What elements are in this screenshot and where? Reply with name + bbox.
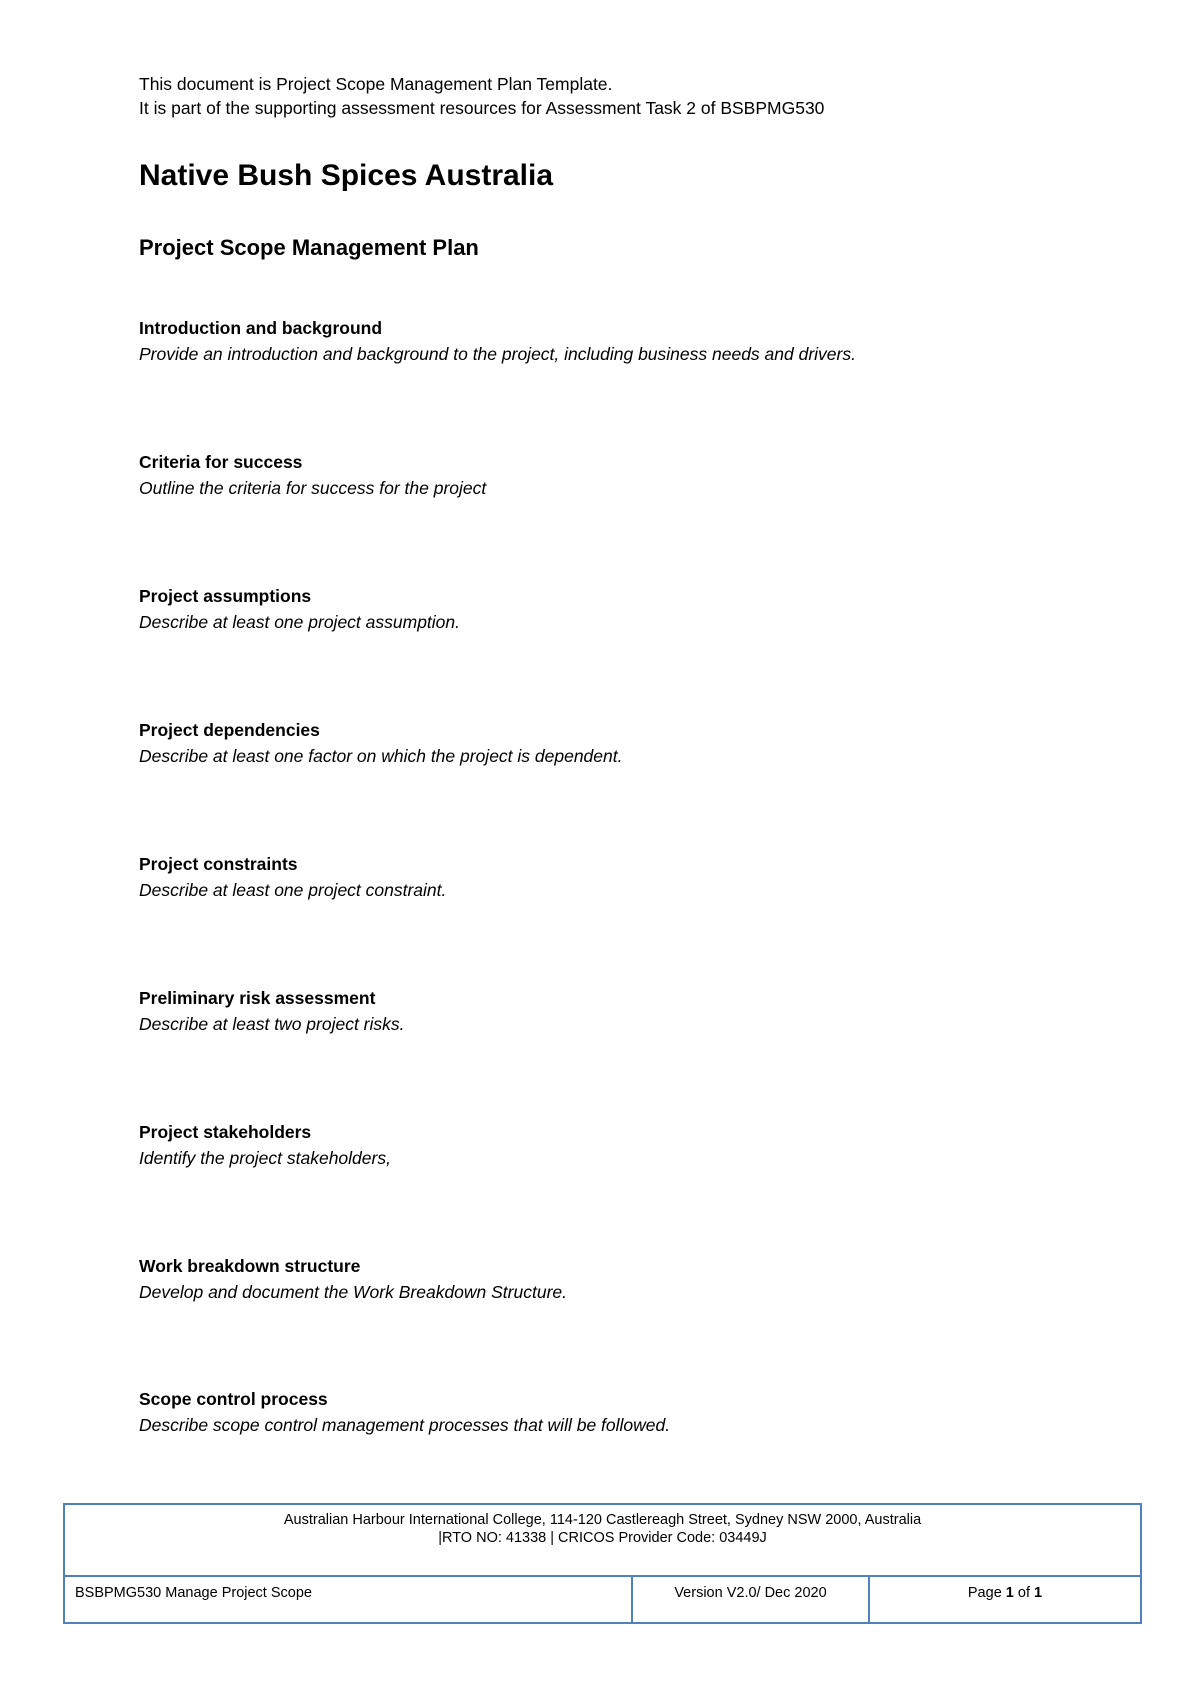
section-heading: Preliminary risk assessment [139,988,376,1008]
section-dependencies [139,717,1139,769]
intro-text [139,72,824,120]
intro-line-2: It is part of the supporting assessment resources for Assessment Task 2 of BSBPMG530 [139,98,825,118]
section-body: Describe at least one project constraint. [139,880,447,900]
section-wbs [139,1253,1139,1305]
section-body: Outline the criteria for success for the project [139,478,487,498]
section-assumptions [139,583,1139,635]
section-body: Describe scope control management processes that will be followed. [139,1415,671,1435]
section-heading: Criteria for success [139,452,303,472]
section-heading: Scope control process [139,1389,328,1409]
section-heading: Project stakeholders [139,1122,312,1142]
footer-address-line-2: |RTO NO: 41338 | CRICOS Provider Code: 03449J [438,1530,767,1546]
intro-line-1: This document is Project Scope Management Plan Template. [139,74,613,94]
document-title: Project Scope Management Plan [139,235,479,260]
section-heading: Introduction and background [139,318,383,338]
page-current: 1 [1005,1585,1014,1601]
footer-version: Version V2.0/ Dec 2020 [632,1576,869,1623]
section-heading: Project dependencies [139,720,320,740]
section-heading: Work breakdown structure [139,1256,361,1276]
section-body: Provide an introduction and background to the project, including business needs and drivers. [139,344,856,364]
footer-page-number [869,1576,1141,1623]
page-prefix: Page [967,1585,1006,1601]
section-stakeholders [139,1119,1139,1171]
footer-unit-name: BSBPMG530 Manage Project Scope [64,1576,632,1623]
section-heading: Project assumptions [139,586,312,606]
footer-address [64,1504,1141,1576]
section-constraints [139,851,1139,903]
page-of: of [1013,1585,1035,1601]
section-body: Develop and document the Work Breakdown Structure. [139,1282,567,1302]
section-introduction [139,315,1139,367]
page-total: 1 [1034,1585,1043,1601]
section-body: Identify the project stakeholders, [139,1148,391,1168]
organisation-title: Native Bush Spices Australia [139,159,554,192]
page-footer [63,1503,1142,1624]
section-body: Describe at least two project risks. [139,1014,405,1034]
section-scope-control [139,1386,1139,1438]
footer-address-line-1: Australian Harbour International College, 114-120 Castlereagh Street, Sydney NSW 2000, Australia [283,1512,922,1528]
section-criteria [139,449,1139,501]
section-body: Describe at least one project assumption. [139,612,460,632]
section-body: Describe at least one factor on which the project is dependent. [139,746,623,766]
section-risk-assessment [139,985,1139,1037]
section-heading: Project constraints [139,854,298,874]
